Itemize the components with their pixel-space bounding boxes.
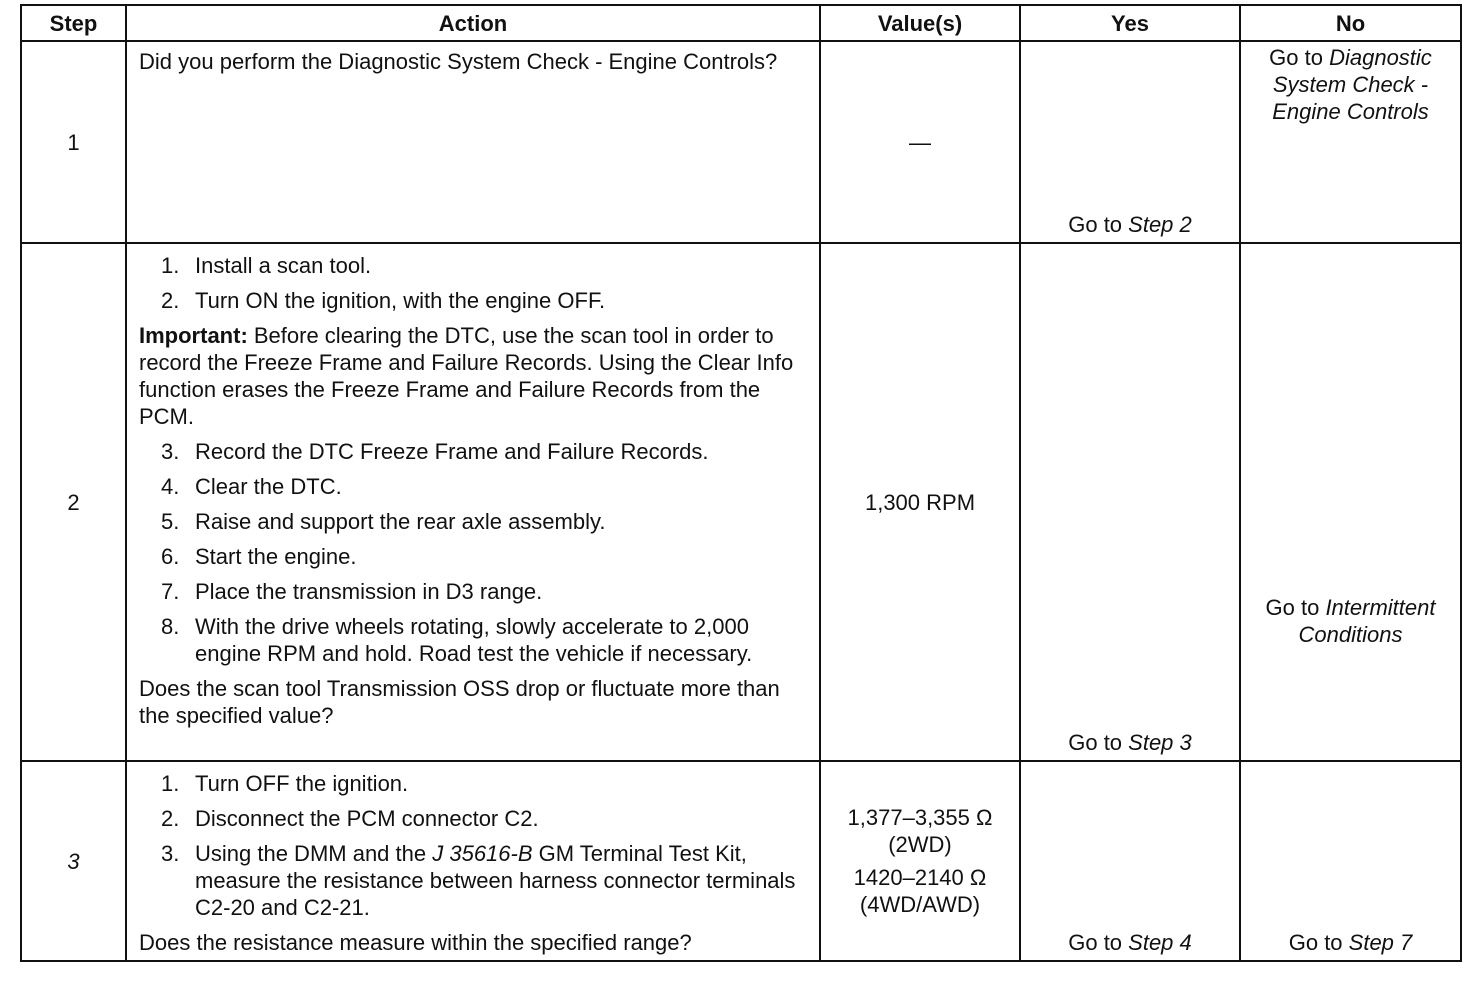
list-number: 3. [161, 841, 180, 866]
list-text: Using the DMM and the [195, 841, 433, 866]
steps-list [139, 252, 807, 314]
header-no: No [1240, 5, 1461, 41]
list-item [139, 438, 807, 465]
list-number: 7. [161, 579, 180, 604]
list-item [139, 613, 807, 667]
value-cell [820, 761, 1020, 961]
list-number: 6. [161, 544, 180, 569]
list-item [139, 473, 807, 500]
action-cell [126, 41, 820, 243]
yes-cell [1020, 243, 1240, 761]
yes-cell [1020, 761, 1240, 961]
list-item [139, 543, 807, 570]
list-item [139, 770, 807, 797]
table-row [21, 243, 1461, 761]
yes-cell [1020, 41, 1240, 243]
yes-link[interactable]: Step 3 [1128, 730, 1192, 755]
header-step: Step [21, 5, 126, 41]
yes-link[interactable]: Step 2 [1128, 212, 1192, 237]
list-number: 5. [161, 509, 180, 534]
question-text: Does the resistance measure within the specified range? [139, 930, 692, 955]
important-text: Before clearing the DTC, use the scan tool in order to record the Freeze Frame and Failure Records. Using the Clear Info function erases the Freeze Frame and Failure Records from the PCM. [139, 323, 794, 429]
header-action: Action [126, 5, 820, 41]
steps-list [139, 770, 807, 921]
list-number: 2. [161, 806, 180, 831]
no-prefix: Go to [1269, 45, 1330, 70]
list-item [139, 287, 807, 314]
important-label: Important: [139, 323, 248, 348]
no-cell [1240, 41, 1461, 243]
table-row [21, 41, 1461, 243]
no-cell [1240, 761, 1461, 961]
table-row [21, 761, 1461, 961]
list-number: 8. [161, 614, 180, 639]
list-number: 1. [161, 771, 180, 796]
list-number: 4. [161, 474, 180, 499]
steps-list [139, 438, 807, 667]
list-text: Record the DTC Freeze Frame and Failure Records. [195, 439, 709, 464]
step-number: 2 [21, 243, 126, 761]
no-prefix: Go to [1288, 930, 1349, 955]
list-text: Raise and support the rear axle assembly. [195, 509, 606, 534]
list-item [139, 508, 807, 535]
list-text: Turn ON the ignition, with the engine OFF. [195, 288, 606, 313]
step-number: 1 [21, 41, 126, 243]
question-text: Does the scan tool Transmission OSS drop or fluctuate more than the specified value? [139, 676, 780, 728]
list-number: 3. [161, 439, 180, 464]
value-2wd: 1,377–3,355 Ω (2WD) [847, 805, 993, 857]
list-item [139, 840, 807, 921]
no-cell [1240, 243, 1461, 761]
value-cell: — [820, 41, 1020, 243]
no-link[interactable]: Step 7 [1348, 930, 1413, 955]
header-yes: Yes [1020, 5, 1240, 41]
yes-link[interactable]: Step 4 [1128, 930, 1192, 955]
list-text: GM Terminal Test Kit, measure the resistance between harness connector terminals C2-20 and C2-21. [195, 841, 796, 920]
tool-name: J 35616-B [432, 841, 533, 866]
list-text: Install a scan tool. [195, 253, 372, 278]
list-item [139, 252, 807, 279]
diagnostic-table [20, 4, 1462, 962]
header-row [21, 5, 1461, 41]
no-link[interactable]: Diagnostic System Check - Engine Controls [1272, 45, 1432, 124]
header-values: Value(s) [820, 5, 1020, 41]
list-item [139, 578, 807, 605]
value-4wd: 1420–2140 Ω (4WD/AWD) [853, 865, 987, 917]
list-text: Place the transmission in D3 range. [195, 579, 543, 604]
list-text: With the drive wheels rotating, slowly accelerate to 2,000 engine RPM and hold. Road test the vehicle if necessary. [195, 614, 753, 666]
action-cell [126, 761, 820, 961]
list-text: Turn OFF the ignition. [195, 771, 409, 796]
no-prefix: Go to [1265, 595, 1326, 620]
yes-prefix: Go to [1068, 730, 1129, 755]
list-item [139, 805, 807, 832]
no-link[interactable]: Intermittent Conditions [1298, 595, 1436, 647]
list-text: Clear the DTC. [195, 474, 342, 499]
list-text: Disconnect the PCM connector C2. [195, 806, 539, 831]
important-note [139, 322, 807, 430]
list-number: 1. [161, 253, 180, 278]
list-text: Start the engine. [195, 544, 357, 569]
list-number: 2. [161, 288, 180, 313]
yes-prefix: Go to [1068, 212, 1129, 237]
value-cell: 1,300 RPM [820, 243, 1020, 761]
yes-prefix: Go to [1068, 930, 1129, 955]
step-number: 3 [21, 761, 126, 961]
question-text: Did you perform the Diagnostic System Check - Engine Controls? [139, 49, 778, 74]
action-cell [126, 243, 820, 761]
